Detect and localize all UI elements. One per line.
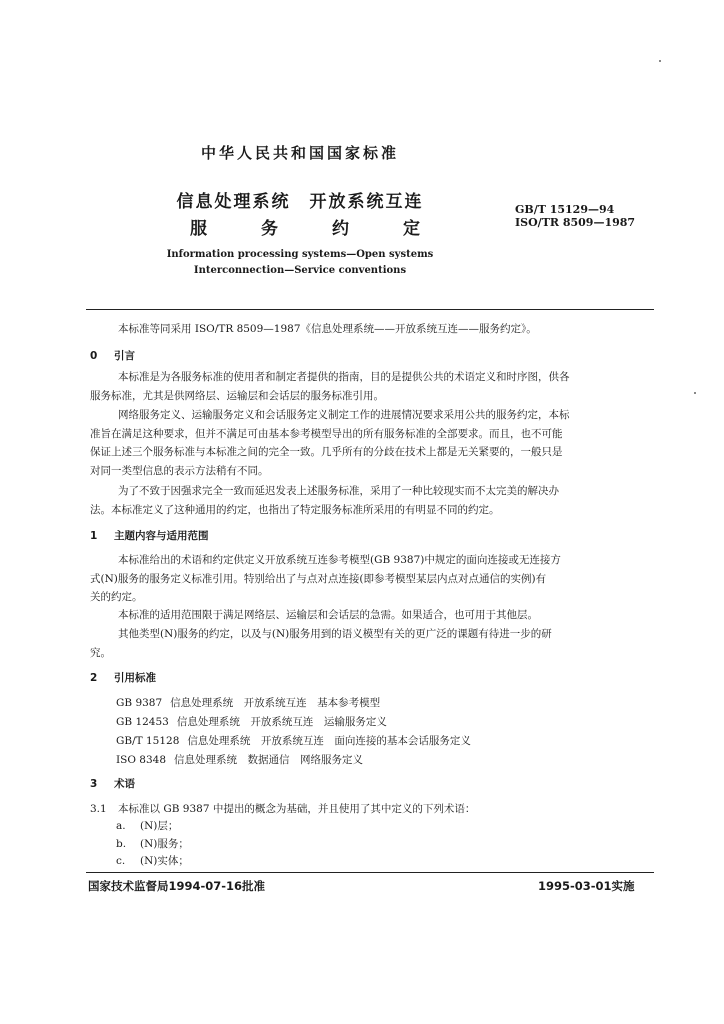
title-char: 务: [261, 219, 278, 239]
clause-text: 本标准以 GB 9387 中提出的概念为基础，并且使用了其中定义的下列术语：: [118, 803, 476, 815]
gb-standard-number: GB/T 15129—94: [515, 203, 615, 216]
section-0-paragraph-1: 本标准是为各服务标准的使用者和制定者提供的指南，目的是提供公共的术语定义和时序图，供各 服务标准，尤其是供网络层、运输层和会话层的服务标准引用。: [90, 371, 570, 402]
title-char: 约: [332, 219, 349, 239]
scan-speck: [659, 60, 661, 62]
section-0-paragraph-3: 为了不致于因强求完全一致而延迟发表上述服务标准，采用了一种比较现实而不太完美的解决办 法。本标准定义了这种通用的约定，也指出了特定服务标准所采用的有明显不同的约定。: [90, 485, 559, 516]
clause-number: 3.1: [90, 803, 107, 815]
section-1-paragraph-1: 本标准给出的术语和约定供定义开放系统互连参考模型(GB 9387)中规定的面向连接或无连接方 式(N)服务的服务定义标准引用。特别给出了与点对点连接(即参考模型某层内点对点通信的实例)有 关的约定。: [90, 554, 561, 603]
reference-item: GB 9387 信息处理系统 开放系统互连 基本参考模型: [116, 697, 381, 709]
issuing-body-title: 中华人民共和国国家标准: [200, 144, 399, 162]
term-item: b. (N)服务；: [116, 837, 189, 850]
approval-date: 国家技术监督局1994-07-16批准: [88, 879, 266, 893]
header-divider: [86, 309, 654, 310]
adoption-statement: 本标准等同采用 ISO/TR 8509—1987《信息处理系统——开放系统互连——服务约定》。: [118, 323, 537, 335]
term-item: c. (N)实体；: [116, 855, 189, 867]
clause-3-1: [90, 800, 645, 819]
standard-title-en-line2: Interconnection—Service conventions: [193, 265, 407, 276]
title-char: 服: [190, 219, 207, 239]
term-list: [116, 818, 189, 871]
standard-title-en-line1: Information processing systems—Open systems: [166, 249, 434, 260]
section-1-heading: 1 主题内容与适用范围: [90, 530, 209, 542]
iso-standard-number: ISO/TR 8509—1987: [515, 216, 636, 229]
section-1-paragraph-2: 本标准的适用范围限于满足网络层、运输层和会话层的急需。如果适合，也可用于其他层。: [118, 609, 538, 621]
section-3-heading: 3 术语: [90, 778, 135, 790]
standard-title-zh-line2: [190, 214, 420, 239]
reference-item: ISO 8348 信息处理系统 数据通信 网络服务定义: [116, 754, 364, 766]
section-1-paragraph-3: 其他类型(N)服务的约定，以及与(N)服务用到的语义模型有关的更广泛的课题有待进一步的研 究。: [90, 628, 552, 659]
section-0-heading: 0 引言: [90, 350, 135, 362]
implementation-date: 1995-03-01实施: [538, 879, 635, 893]
normative-references-list: [116, 694, 471, 770]
term-item: a. (N)层；: [116, 820, 179, 832]
scan-speck: [694, 392, 696, 394]
standard-title-zh-line1: 信息处理系统 开放系统互连: [176, 192, 424, 212]
reference-item: GB 12453 信息处理系统 开放系统互连 运输服务定义: [116, 716, 387, 728]
section-2-heading: 2 引用标准: [90, 672, 156, 684]
section-0-paragraph-2: 网络服务定义、运输服务定义和会话服务定义制定工作的进展情况要求采用公共的服务约定，本标 准旨在满足这种要求，但并不满足可由基本参考模型导出的所有服务标准的全部要求。而且，也不可能 保证上述三个服务标准与本标准之间的完全一致。几乎所有的分歧在技术上都是无关紧要的，一般只是 对同一类型信息的表示方法稍有不同。: [90, 409, 570, 477]
reference-item: GB/T 15128 信息处理系统 开放系统互连 面向连接的基本会话服务定义: [116, 735, 471, 747]
footer-divider: [86, 872, 654, 873]
title-char: 定: [403, 219, 420, 239]
